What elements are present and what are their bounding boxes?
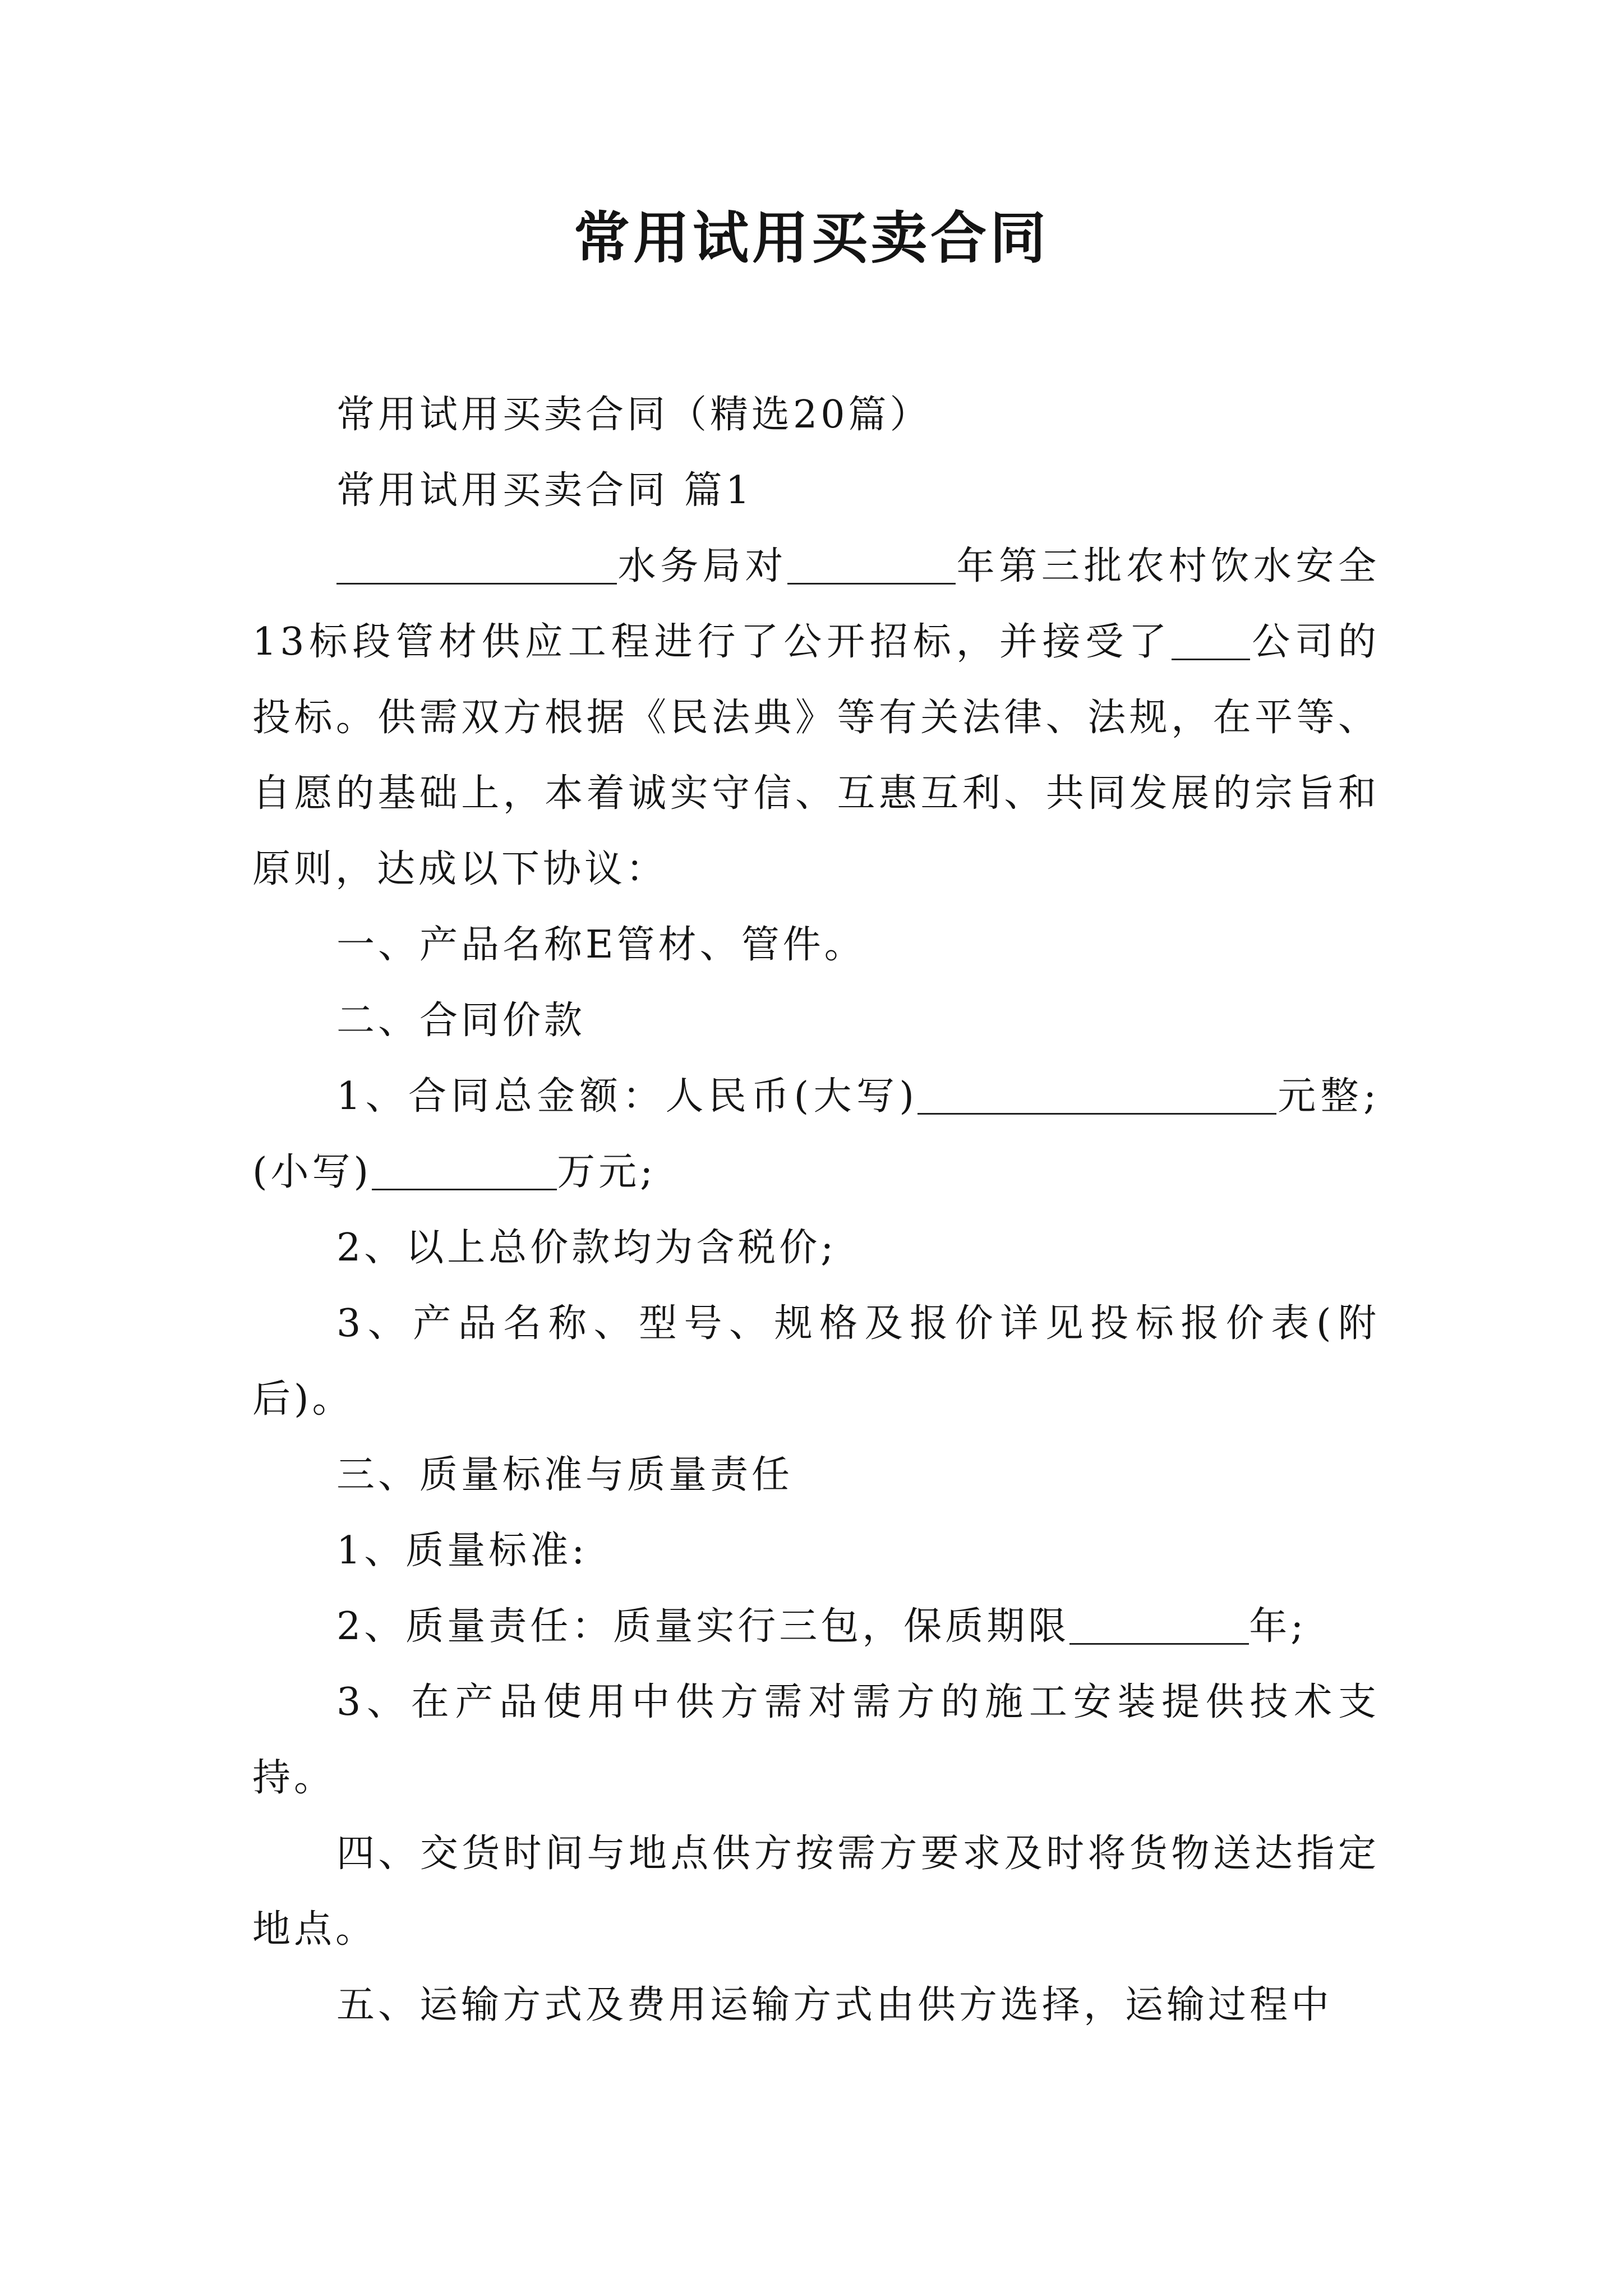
clause-2: 二、合同价款 — [336, 999, 586, 1043]
intro-text-3: 公司的投标。供需双方根据《民法典》等有关法律、法规，在平等、自愿的基础上，本着诚实守信、互惠互利、共同发展的宗旨和原则，达成以下协议： — [252, 620, 1380, 891]
intro-text-1: 水务局对 — [617, 544, 787, 588]
clause-3: 三、质量标准与质量责任 — [336, 1453, 794, 1497]
clause-3-1: 1、质量标准: — [336, 1529, 588, 1573]
section-heading: 常用试用买卖合同 篇1 — [336, 468, 753, 513]
document-title: 常用试用买卖合同 — [574, 205, 1049, 271]
subtitle: 常用试用买卖合同（精选20篇） — [336, 393, 932, 437]
blank-field — [787, 542, 956, 585]
blank-field — [336, 542, 617, 585]
blank-field — [917, 1073, 1276, 1115]
blank-field — [1069, 1603, 1249, 1645]
clause-3-2 — [252, 1589, 1380, 1664]
clause-4: 四、交货时间与地点供方按需方要求及时将货物送达指定地点。 — [252, 1832, 1380, 1952]
blank-field — [1172, 618, 1250, 660]
clause-3-2-text-2: 年; — [1249, 1604, 1307, 1649]
clause-2-1-text-1: 1、合同总金额：人民币(大写) — [336, 1074, 917, 1119]
clause-2-3: 3、产品名称、型号、规格及报价详见投标报价表(附后)。 — [252, 1301, 1380, 1421]
blank-field — [372, 1148, 557, 1190]
intro-text-2: 年第三批农村饮水安全13标段管材供应工程进行了公开招标，并接受了 — [252, 544, 1380, 664]
clause-2-1 — [252, 1059, 1380, 1210]
clause-3-2-text-1: 2、质量责任：质量实行三包，保质期限 — [336, 1604, 1070, 1649]
clause-2-1-text-3: 万元; — [557, 1150, 656, 1194]
clause-2-2: 2、以上总价款均为含税价; — [336, 1226, 837, 1270]
clause-1: 一、产品名称E管材、管件。 — [336, 923, 866, 967]
clause-2-1-text-2: 元整;(小写) — [252, 1074, 1380, 1194]
clause-5: 五、运输方式及费用运输方式由供方选择，运输过程中 — [336, 1983, 1333, 2027]
clause-3-3: 3、在产品使用中供方需对需方的施工安装提供技术支持。 — [252, 1680, 1380, 1800]
document-body — [252, 377, 1380, 2043]
intro-paragraph — [252, 528, 1380, 907]
